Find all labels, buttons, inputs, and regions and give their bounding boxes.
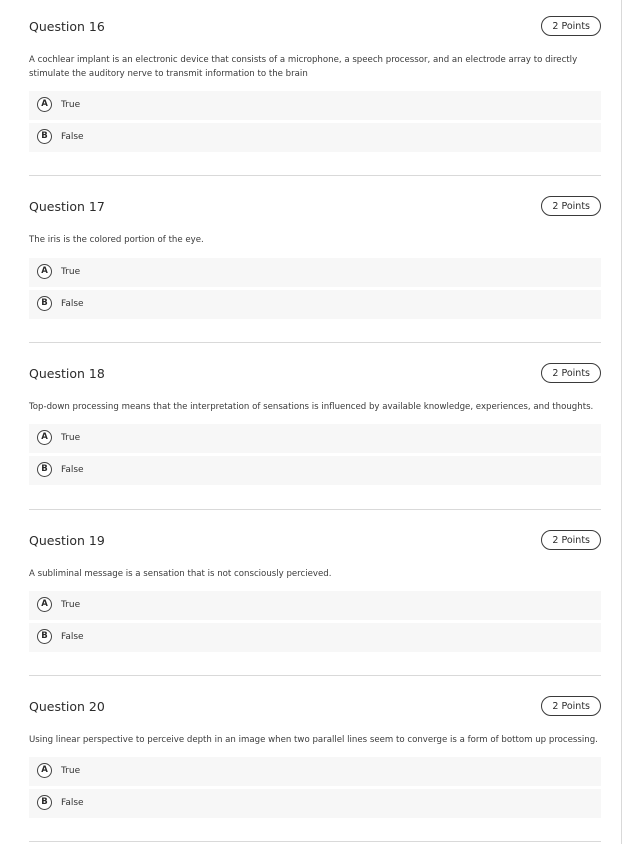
question-text: A subliminal message is a sensation that is not consciously percieved. (29, 569, 332, 579)
question-text: Top-down processing means that the interpretation of sensations is influenced by available knowledge, experiences, and thoughts. (29, 402, 594, 412)
question-title: Question 20 (29, 699, 105, 714)
option-label: True (61, 766, 81, 776)
option-b[interactable] (29, 290, 601, 319)
divider (29, 841, 601, 842)
question-title: Question 17 (29, 199, 105, 214)
option-letter: A (37, 430, 52, 445)
option-letter: B (37, 129, 52, 144)
option-b[interactable] (29, 456, 601, 485)
points-badge: 2 Points (541, 16, 601, 36)
option-label: True (61, 433, 81, 443)
option-label: False (61, 798, 84, 808)
option-label: False (61, 465, 84, 475)
option-letter: B (37, 795, 52, 810)
option-label: False (61, 299, 84, 309)
question-title: Question 16 (29, 19, 105, 34)
question-text: The iris is the colored portion of the eye. (29, 235, 204, 245)
points-badge: 2 Points (541, 530, 601, 550)
option-letter: B (37, 296, 52, 311)
option-letter: A (37, 97, 52, 112)
option-letter: A (37, 264, 52, 279)
option-label: True (61, 600, 81, 610)
points-badge: 2 Points (541, 363, 601, 383)
option-letter: B (37, 629, 52, 644)
option-letter: B (37, 462, 52, 477)
option-b[interactable] (29, 123, 601, 152)
question-text: A cochlear implant is an electronic device that consists of a microphone, a speech processor, and an electrode array to directly stimulate the auditory nerve to transmit information to the brain (29, 55, 578, 79)
option-label: False (61, 132, 84, 142)
points-badge: 2 Points (541, 696, 601, 716)
divider (29, 509, 601, 510)
divider (29, 175, 601, 176)
option-a[interactable] (29, 424, 601, 453)
points-badge: 2 Points (541, 196, 601, 216)
option-a[interactable] (29, 757, 601, 786)
divider (29, 342, 601, 343)
option-label: True (61, 267, 81, 277)
question-title: Question 19 (29, 533, 105, 548)
option-letter: A (37, 763, 52, 778)
option-letter: A (37, 597, 52, 612)
option-a[interactable] (29, 591, 601, 620)
divider (29, 675, 601, 676)
option-b[interactable] (29, 789, 601, 818)
question-text: Using linear perspective to perceive depth in an image when two parallel lines seem to converge is a form of bottom up processing. (29, 735, 598, 745)
option-label: False (61, 632, 84, 642)
option-a[interactable] (29, 258, 601, 287)
option-label: True (61, 100, 81, 110)
question-title: Question 18 (29, 366, 105, 381)
option-a[interactable] (29, 91, 601, 120)
option-b[interactable] (29, 623, 601, 652)
